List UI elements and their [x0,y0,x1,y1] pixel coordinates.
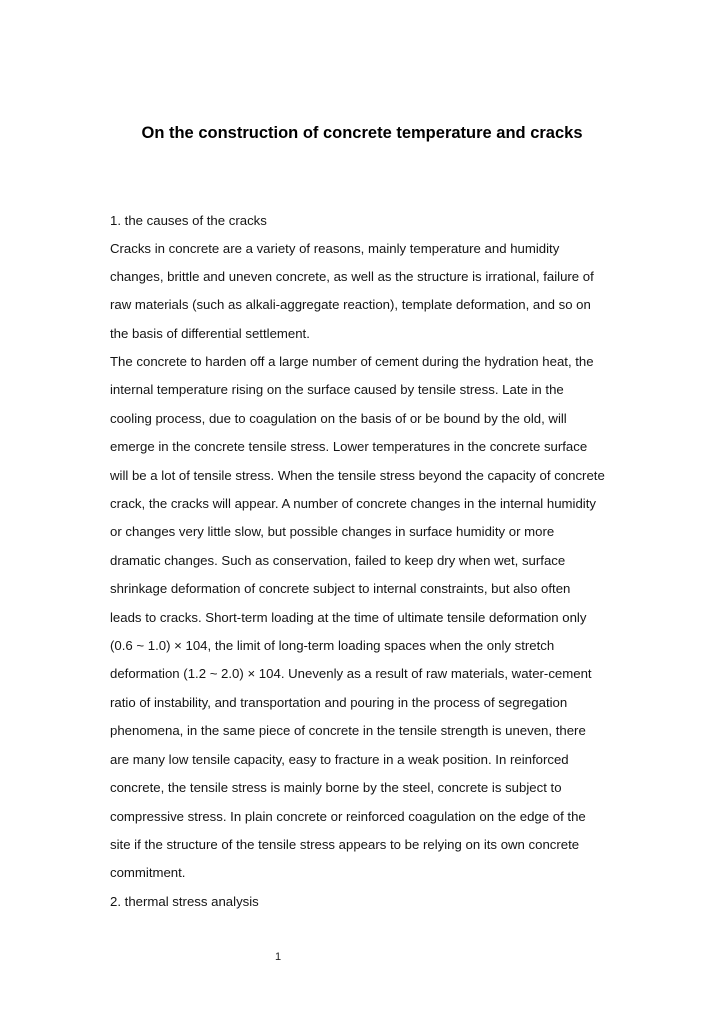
body-text-line: shrinkage deformation of concrete subject to internal constraints, but also often [110,581,571,596]
body-text-line: site if the structure of the tensile stress appears to be relying on its own concrete [110,837,580,852]
body-text-line: or changes very little slow, but possible changes in surface humidity or more [110,524,555,539]
body-text-line: the basis of differential settlement. [110,326,310,341]
page-number: 1 [274,951,282,963]
body-text-line: commitment. [110,865,186,880]
section-heading-thermal-stress: 2. thermal stress analysis [110,894,259,909]
body-text-line: dramatic changes. Such as conservation, failed to keep dry when wet, surface [110,553,566,568]
body-text-line: deformation (1.2 ~ 2.0) × 104. Unevenly as a result of raw materials, water-cement [110,666,592,681]
body-text-line: raw materials (such as alkali-aggregate reaction), template deformation, and so on [110,297,591,312]
document-title: On the construction of concrete temperature and cracks [141,124,583,142]
body-text-line: ratio of instability, and transportation and pouring in the process of segregation [110,695,568,710]
body-text-line: crack, the cracks will appear. A number of concrete changes in the internal humidity [110,496,596,511]
body-text-line: internal temperature rising on the surface caused by tensile stress. Late in the [110,382,564,397]
body-text-line: leads to cracks. Short-term loading at the time of ultimate tensile deformation only [110,610,587,625]
body-text-line: compressive stress. In plain concrete or reinforced coagulation on the edge of the [110,809,586,824]
body-text-line: are many low tensile capacity, easy to fracture in a weak position. In reinforced [110,752,569,767]
body-text-line: cooling process, due to coagulation on the basis of or be bound by the old, will [110,411,567,426]
body-text-line: phenomena, in the same piece of concrete in the tensile strength is uneven, there [110,723,586,738]
body-text-line: will be a lot of tensile stress. When the tensile stress beyond the capacity of concrete [110,468,605,483]
body-text-line: The concrete to harden off a large number of cement during the hydration heat, the [110,354,594,369]
body-text-line: concrete, the tensile stress is mainly borne by the steel, concrete is subject to [110,780,562,795]
body-text-line: emerge in the concrete tensile stress. Lower temperatures in the concrete surface [110,439,588,454]
body-text-line: changes, brittle and uneven concrete, as well as the structure is irrational, failure of [110,269,594,284]
section-heading-causes: 1. the causes of the cracks [110,213,267,228]
body-text-line: Cracks in concrete are a variety of reasons, mainly temperature and humidity [110,241,560,256]
body-text-line: (0.6 ~ 1.0) × 104, the limit of long-term loading spaces when the only stretch [110,638,555,653]
